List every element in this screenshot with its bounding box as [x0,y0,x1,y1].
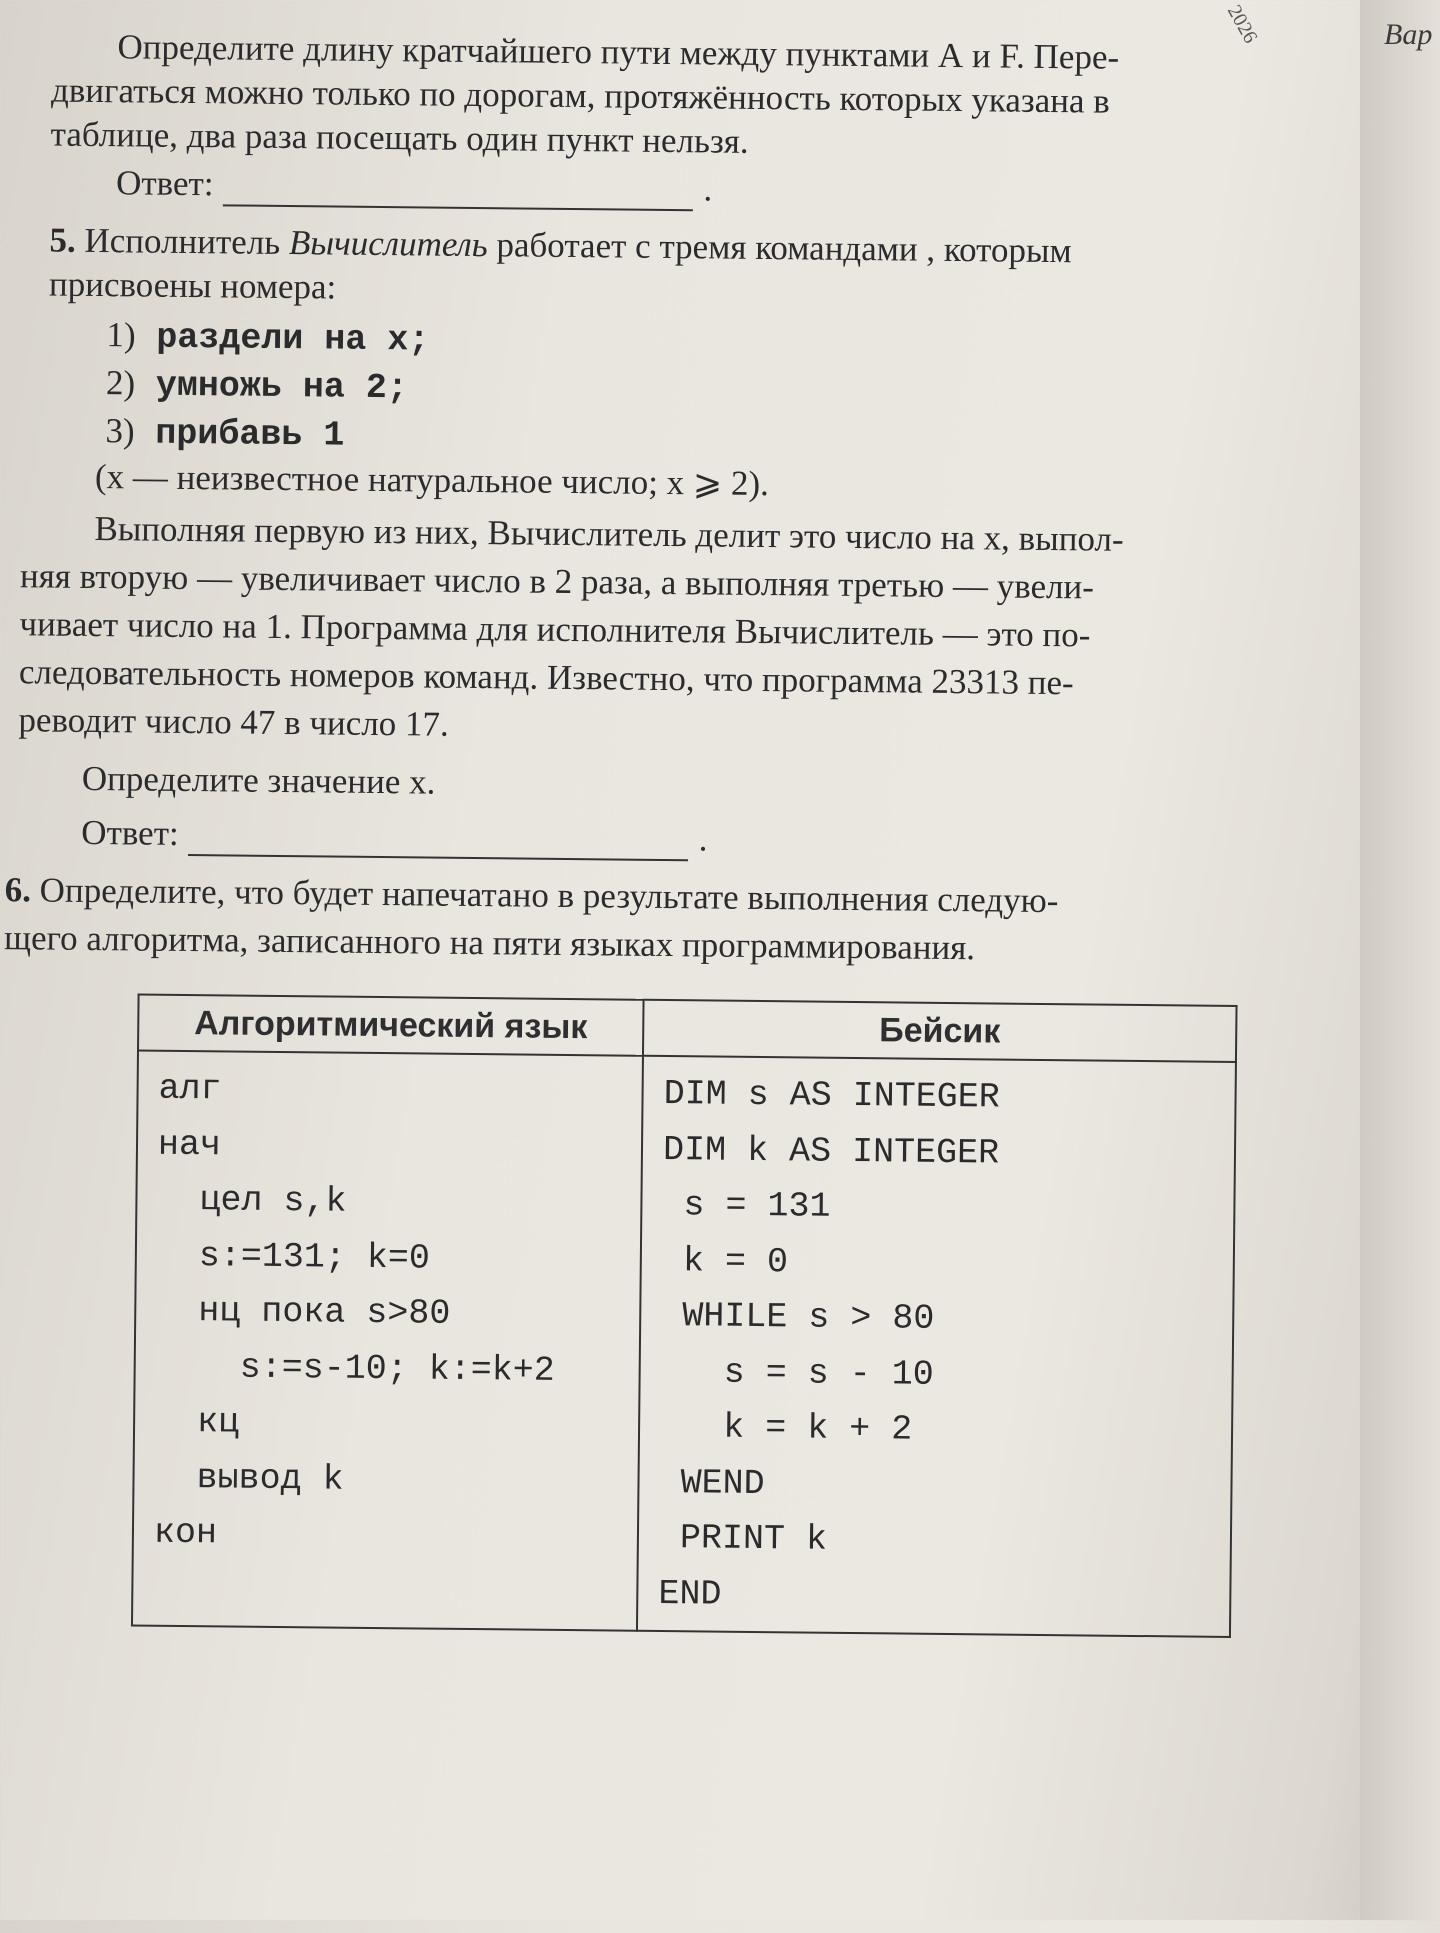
column-header-algo: Алгоритмический язык [138,995,644,1056]
code-line: WHILE s > 80 [661,1295,935,1339]
task6-line-2: щего алгоритма, записанного на пяти языках программирования. [3,918,976,968]
task5-paragraph-5: реводит число 47 в число 17. [18,700,449,744]
algo-code-cell [132,1051,643,1631]
task5-number: 5. [49,220,76,260]
code-line: k = 0 [661,1240,789,1282]
task5-answer: Ответ: . [81,811,708,862]
task5-note: (x — неизвестное натуральное число; x ⩾ 2). [94,457,770,504]
task6-text: Определите, что будет напечатано в результате выполнения следую- [39,870,1059,921]
code-line: нц пока s>80 [156,1290,451,1334]
next-page-fragment: Вар [1384,18,1433,51]
prev-task-line-1: Определите длину кратчайшего пути между пунктами А и F. Пере- [117,27,1120,77]
task5-question: Определите значение x. [81,758,436,802]
code-line: цел s,k [157,1179,347,1222]
task5-paragraph-2: няя вторую — увеличивает число в 2 раза, а выполняя третью — увели- [19,556,1095,607]
code-line: s:=s-10; k:=k+2 [155,1346,555,1391]
command-3 [105,409,344,457]
prev-task-answer: Ответ: . [116,161,713,211]
code-line: DIM s AS INTEGER [663,1074,1000,1118]
task5-text-c: работает с тремя командами , которым [487,225,1072,271]
prev-task-line-3: таблице, два раза посещать один пункт нельзя. [50,114,749,161]
answer-blank [188,824,688,861]
task5-executor-name: Вычислитель [288,223,488,265]
command-number: 1) [106,315,136,355]
task5-paragraph-4: следовательность номеров команд. Известно, что программа 23313 пе- [18,652,1074,703]
command-number: 3) [105,411,135,451]
code-line: END [658,1573,722,1615]
command-text: прибавь 1 [155,413,345,456]
code-line: кон [153,1512,218,1554]
command-number: 2) [105,363,136,403]
task5-line-2: присвоены номера: [48,264,337,307]
code-line: алг [158,1068,222,1110]
command-text: умножь на 2; [155,365,409,409]
prev-task-line-2: двигаться можно только по дорогам, протяжённость которых указана в [50,70,1111,121]
basic-code-cell [637,1056,1236,1637]
code-line: нач [157,1124,222,1165]
code-line: вывод k [154,1457,344,1500]
answer-blank [223,174,693,211]
code-line: s = s - 10 [660,1351,934,1395]
task6-line-1 [4,868,1058,923]
code-line: s:=131; k=0 [156,1235,431,1279]
answer-label: Ответ: [115,163,214,204]
answer-label: Ответ: [81,812,179,853]
command-2 [106,361,408,410]
command-1 [106,313,429,362]
command-text: раздели на x; [156,317,430,361]
code-line: PRINT k [658,1517,828,1560]
code-line: k = k + 2 [659,1406,913,1450]
code-line: s = 131 [662,1185,831,1227]
page-corner-number: 2026 [1222,1,1262,48]
next-page-edge [1360,0,1440,1920]
task5-paragraph-3: чивает число на 1. Программа для исполнителя Вычислитель — это по- [19,604,1091,655]
code-line: кц [154,1401,240,1443]
code-line: DIM k AS INTEGER [662,1129,1000,1174]
task6-number: 6. [4,870,32,910]
task5-text-a: Исполнитель [84,220,290,263]
code-line: WEND [659,1462,765,1504]
algorithm-table [131,993,1238,1637]
task5-paragraph-1: Выполняя первую из них, Вычислитель делит это число на x, выпол- [94,509,1124,559]
column-header-basic: Бейсик [643,1000,1236,1062]
